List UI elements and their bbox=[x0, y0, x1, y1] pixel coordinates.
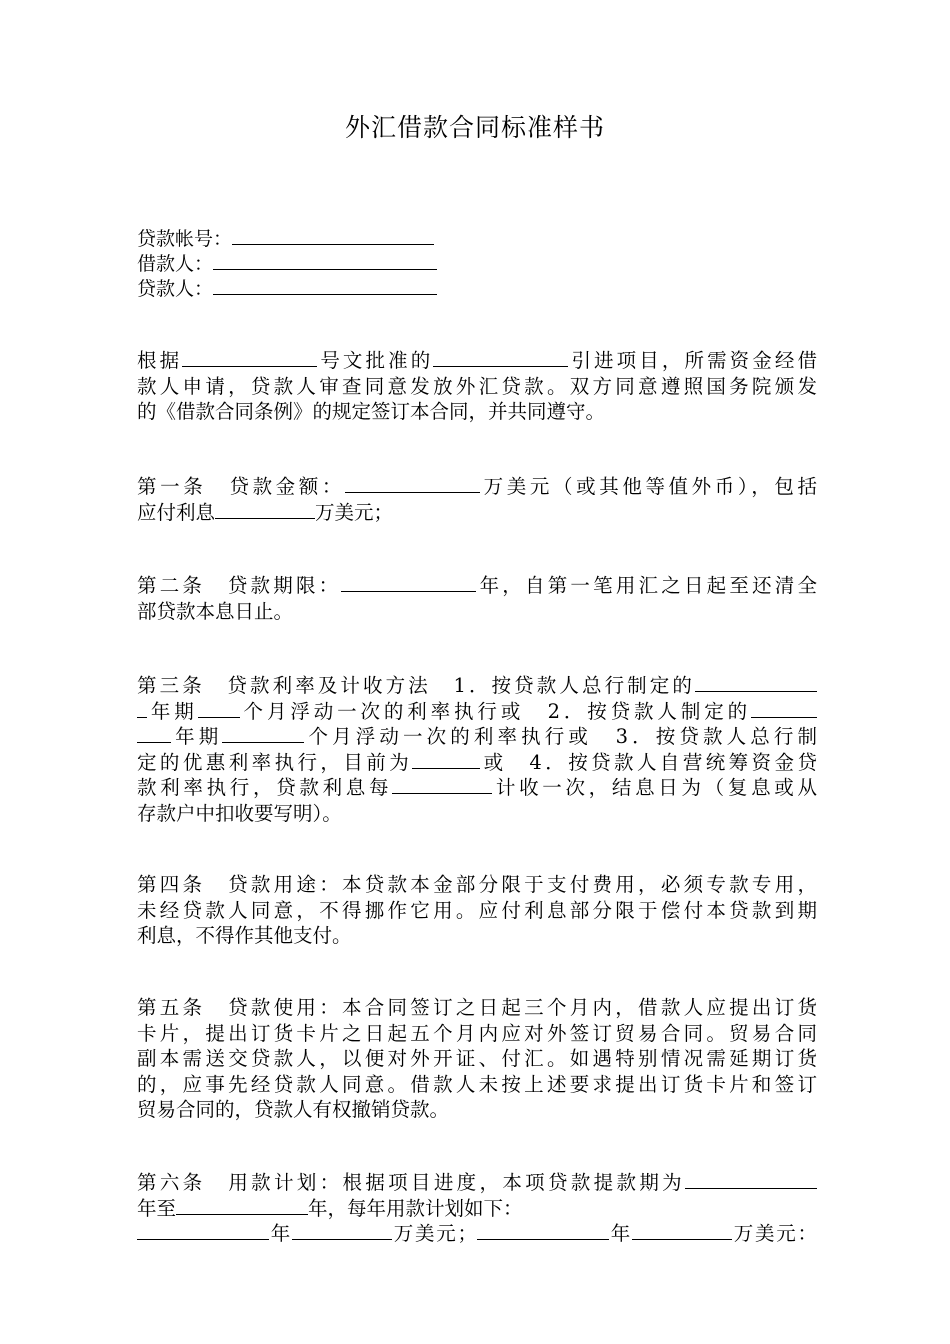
article-3-line-4 bbox=[137, 750, 817, 776]
article-2-text-1: 第二条 贷款期限： bbox=[137, 574, 342, 597]
article-1-text-2: 万美元（或其他等值外币），包括 bbox=[480, 475, 817, 498]
article-5-line-4: 的，应事先经贷款人同意。借款人未按上述要求提出订货卡片和签订 bbox=[137, 1072, 817, 1096]
preamble-line-2: 款人申请，贷款人审查同意发放外汇贷款。双方同意遵照国务院颁发 bbox=[137, 374, 817, 398]
preamble-text-2: 号文批准的 bbox=[317, 349, 434, 372]
article-1-text-1: 第一条 贷款金额： bbox=[137, 475, 346, 498]
lender-rate-blank[interactable] bbox=[751, 699, 817, 718]
article-3-text-8: 款利率执行，贷款利息每 bbox=[137, 776, 393, 800]
article-5-line-3: 副本需送交贷款人，以便对外开证、付汇。如遇特别情况需延期订货 bbox=[137, 1047, 817, 1071]
article-3-text-2: 年期 bbox=[147, 699, 198, 723]
loan-account-blank[interactable] bbox=[232, 226, 434, 245]
article-3-line-3 bbox=[137, 724, 817, 750]
article-1-text-3: 应付利息 bbox=[137, 500, 216, 524]
project-name-blank[interactable] bbox=[433, 348, 568, 367]
lender-rate-blank-cont[interactable] bbox=[137, 724, 171, 743]
article-6-text-6: 年 bbox=[608, 1222, 632, 1246]
article-2-paragraph bbox=[137, 573, 817, 624]
article-3-line-1 bbox=[137, 673, 817, 699]
article-4-paragraph bbox=[137, 872, 817, 949]
article-3-line-2 bbox=[137, 699, 817, 725]
drawdown-end-year-blank[interactable] bbox=[176, 1196, 308, 1215]
approval-number-blank[interactable] bbox=[182, 348, 317, 367]
article-1-line-2 bbox=[137, 500, 817, 526]
document-title: 外汇借款合同标准样书 bbox=[344, 113, 605, 142]
loan-account-label: 贷款帐号： bbox=[137, 228, 233, 250]
article-6-text-5: 万美元； bbox=[392, 1222, 477, 1246]
article-4-line-2: 未经贷款人同意，不得挪作它用。应付利息部分限于偿付本贷款到期 bbox=[137, 898, 817, 922]
drawdown-start-year-blank[interactable] bbox=[685, 1170, 817, 1189]
article-6-text-4: 年 bbox=[269, 1222, 292, 1246]
borrower-field bbox=[137, 251, 437, 277]
article-5-paragraph bbox=[137, 995, 817, 1123]
article-4-line-1: 第四条 贷款用途：本贷款本金部分限于支付费用，必须专款专用， bbox=[137, 873, 817, 896]
article-3-line-5 bbox=[137, 775, 817, 801]
article-6-text-1: 第六条 用款计划：根据项目进度，本项贷款提款期为 bbox=[137, 1171, 685, 1194]
article-6-line-2 bbox=[137, 1196, 817, 1222]
preamble-text-1: 根据 bbox=[137, 349, 183, 372]
head-office-rate-blank[interactable] bbox=[695, 673, 817, 692]
article-1-line-1 bbox=[137, 474, 817, 500]
article-2-text-2: 年，自第一笔用汇之日起至还清全 bbox=[476, 574, 817, 597]
preferential-rate-blank[interactable] bbox=[412, 750, 480, 769]
lender-blank[interactable] bbox=[213, 276, 437, 295]
article-1-paragraph bbox=[137, 474, 817, 525]
article-3-text-3: 个月浮动一次的利率执行或 2．按贷款人制定的 bbox=[239, 699, 751, 723]
article-4-line-3: 利息，不得作其他支付。 bbox=[137, 924, 352, 948]
preamble-text-3: 引进项目，所需资金经借 bbox=[568, 349, 817, 372]
article-3-line-6: 存款户中扣收要写明）。 bbox=[137, 801, 342, 825]
article-5-line-2: 卡片，提出订货卡片之日起五个月内应对外签订贸易合同。贸易合同 bbox=[137, 1021, 817, 1045]
article-6-line-3 bbox=[137, 1221, 817, 1247]
borrower-label: 借款人： bbox=[137, 253, 214, 275]
plan-year-2-blank[interactable] bbox=[477, 1221, 609, 1240]
borrower-blank[interactable] bbox=[213, 251, 437, 270]
lender-field bbox=[137, 276, 437, 302]
preamble-line-1 bbox=[137, 348, 817, 374]
float-months-blank-1[interactable] bbox=[198, 699, 240, 718]
article-3-text-1: 第三条 贷款利率及计收方法 1．按贷款人总行制定的 bbox=[137, 674, 695, 697]
article-6-text-2: 年至 bbox=[137, 1196, 177, 1220]
loan-amount-blank[interactable] bbox=[345, 474, 480, 493]
article-2-line-1 bbox=[137, 573, 817, 599]
float-months-blank-2[interactable] bbox=[222, 724, 304, 743]
article-2-line-2: 部贷款本息日止。 bbox=[137, 599, 294, 623]
article-1-text-4: 万美元； bbox=[315, 500, 394, 524]
interest-amount-blank[interactable] bbox=[215, 500, 315, 519]
article-6-line-1 bbox=[137, 1170, 817, 1196]
article-5-line-5: 贸易合同的，贷款人有权撤销贷款。 bbox=[137, 1098, 450, 1122]
preamble-paragraph bbox=[137, 348, 817, 425]
preamble-line-3: 的《借款合同条例》的规定签订本合同，并共同遵守。 bbox=[137, 400, 606, 424]
head-office-rate-blank-cont[interactable] bbox=[137, 699, 147, 718]
article-3-text-7: 或 4．按贷款人自营统筹资金贷 bbox=[480, 750, 817, 774]
interest-period-blank[interactable] bbox=[392, 775, 492, 794]
loan-account-field bbox=[137, 226, 434, 252]
article-6-text-7: 万美元： bbox=[731, 1222, 817, 1246]
article-6-paragraph bbox=[137, 1170, 817, 1247]
article-3-text-4: 年期 bbox=[171, 725, 223, 749]
article-6-text-3: 年，每年用款计划如下： bbox=[308, 1196, 523, 1220]
plan-amount-1-blank[interactable] bbox=[292, 1221, 392, 1240]
article-3-paragraph bbox=[137, 673, 817, 827]
plan-amount-2-blank[interactable] bbox=[632, 1221, 732, 1240]
lender-label: 贷款人： bbox=[137, 278, 214, 300]
plan-year-1-blank[interactable] bbox=[137, 1221, 269, 1240]
loan-term-blank[interactable] bbox=[341, 573, 476, 592]
article-3-text-9: 计收一次，结息日为（复息或从 bbox=[492, 776, 817, 800]
article-3-text-6: 定的优惠利率执行，目前为 bbox=[137, 750, 413, 774]
article-5-line-1: 第五条 贷款使用：本合同签订之日起三个月内，借款人应提出订货 bbox=[137, 996, 817, 1019]
article-3-text-5: 个月浮动一次的利率执行或 3．按贷款人总行制 bbox=[304, 725, 817, 749]
